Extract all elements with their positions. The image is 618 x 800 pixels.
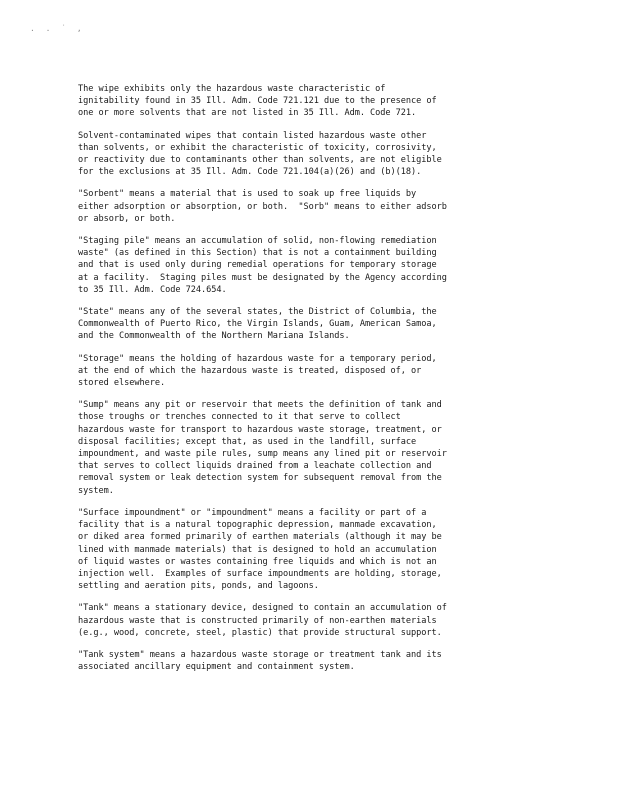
definition-sump: "Sump" means any pit or reservoir that meets the definition of tank and those troughs or trenches connected to it that serve to collect hazardous waste for transport to hazardous waste storage, treatment, or disposal facilities; except that, as used in the landfill, surface impoundment, and waste pile rules, sump means any lined pit or reservoir that serves to collect liquids drained from a leachate collection and removal system or leak detection system for subsequent removal from the system. (78, 400, 447, 496)
definition-state: "State" means any of the several states, the District of Columbia, the Commonwealth of Puerto Rico, the Virgin Islands, Guam, American Samoa, and the Commonwealth of the Northern Mariana Islands. (78, 307, 437, 342)
page-header-mark: . . ˙ , (30, 24, 85, 33)
paragraph-wipe-ignitability: The wipe exhibits only the hazardous waste characteristic of ignitability found in 35 Ill. Adm. Code 721.121 due to the presence of one or more solvents that are not listed in 35 Ill. Adm. Code 721. (78, 84, 437, 119)
definition-sorbent: "Sorbent" means a material that is used to soak up free liquids by either adsorption or absorption, or both. "Sorb" means to either adsorb or absorb, or both. (78, 189, 447, 224)
definition-staging-pile: "Staging pile" means an accumulation of solid, non-flowing remediation waste" (as defined in this Section) that is not a containment building and that is used only during remedial operations for temporary storage at a facility. Staging piles must be designated by the Agency according to 35 Ill. Adm. Code 724.654. (78, 236, 447, 295)
document-body (78, 83, 548, 683)
definition-tank: "Tank" means a stationary device, designed to contain an accumulation of hazardous waste that is constructed primarily of non-earthen materials (e.g., wood, concrete, steel, plastic) that provide structural support. (78, 603, 447, 638)
definition-tank-system: "Tank system" means a hazardous waste storage or treatment tank and its associated ancillary equipment and containment system. (78, 649, 442, 673)
paragraph-solvent-contaminated-wipes: Solvent-contaminated wipes that contain listed hazardous waste other than solvents, or exhibit the characteristic of toxicity, corrosivity, or reactivity due to contaminants other than solvents, are not eligible for the exclusions at 35 Ill. Adm. Code 721.104(a)(26) and (b)(18). (78, 130, 442, 178)
definition-storage: "Storage" means the holding of hazardous waste for a temporary period, at the end of which the hazardous waste is treated, disposed of, or stored elsewhere. (78, 353, 437, 389)
definition-surface-impoundment: "Surface impoundment" or "impoundment" means a facility or part of a facility that is a natural topographic depression, manmade excavation, or diked area formed primarily of earthen materials (although it may be lined with manmade materials) that is designed to hold an accumulation of liquid wastes or wastes containing free liquids and which is not an injection well. Examples of surface impoundments are holding, storage, settling and aeration pits, ponds, and lagoons. (78, 507, 442, 592)
